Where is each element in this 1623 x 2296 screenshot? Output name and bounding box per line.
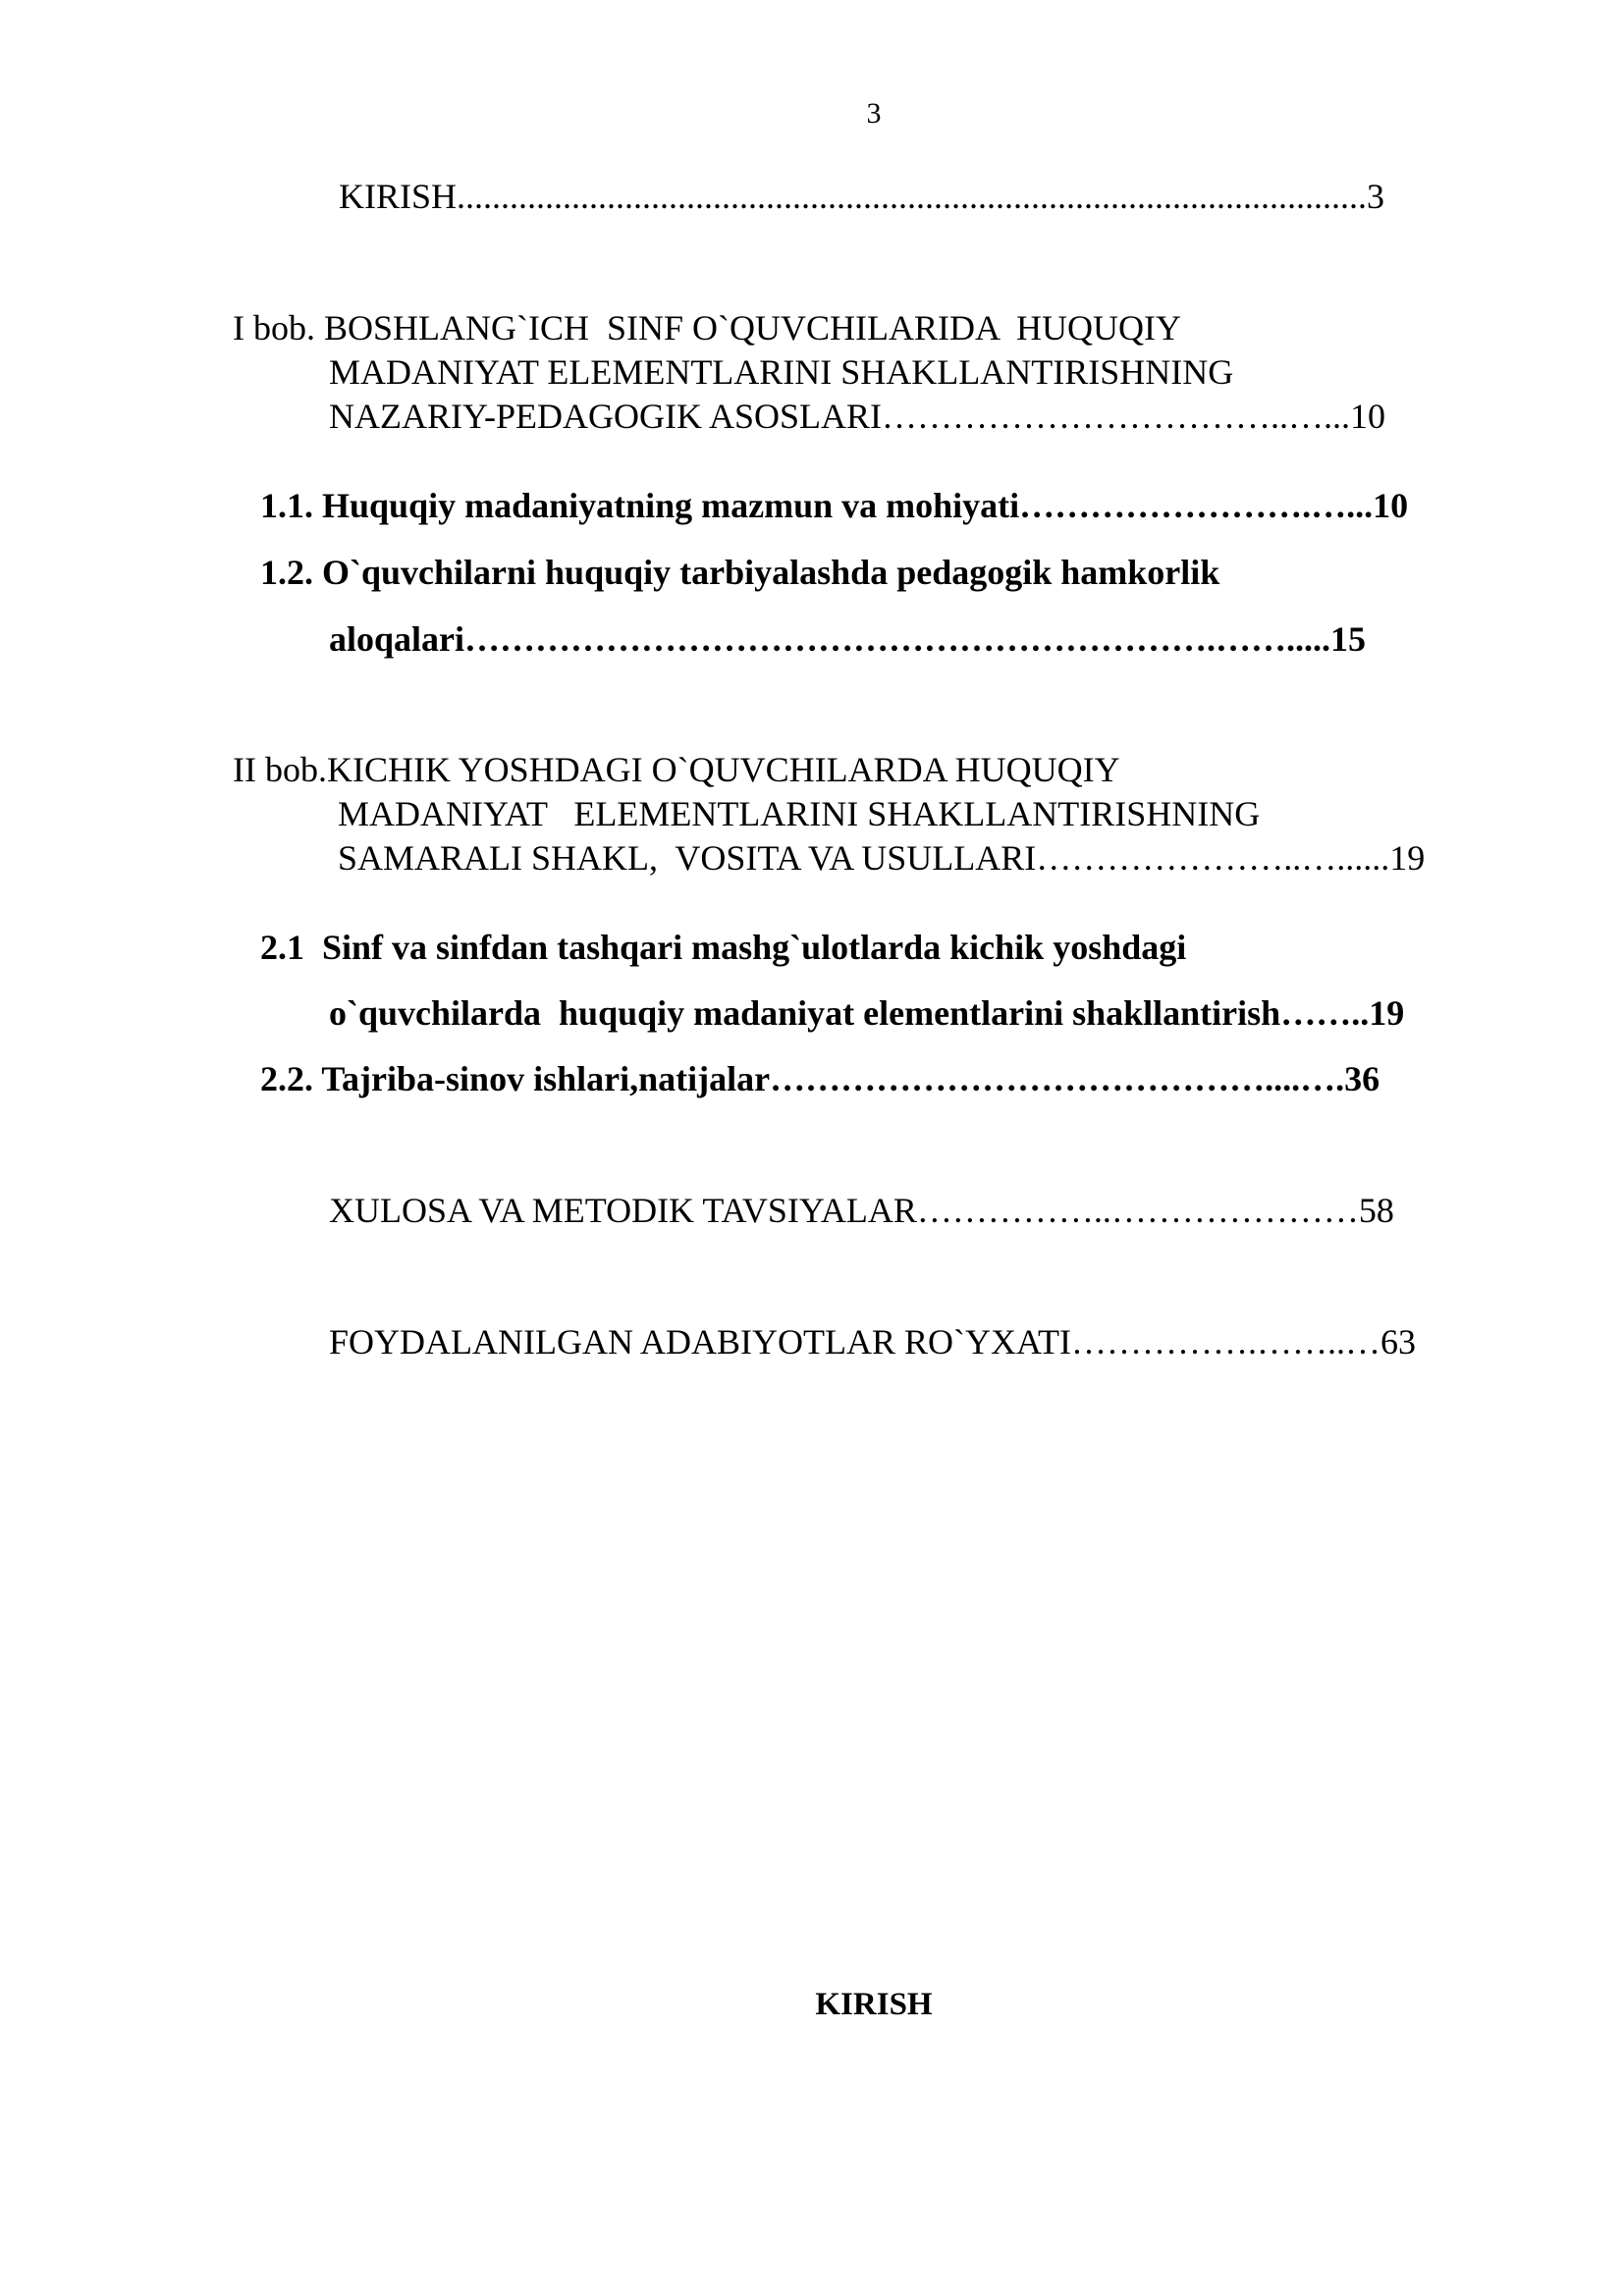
toc-chapter2-title-line2: MADANIYAT ELEMENTLARINI SHAKLLANTIRISHNING xyxy=(338,794,1261,833)
toc-chapter2-title-line1: II bob.KICHIK YOSHDAGI O`QUVCHILARDA HUQUQIY xyxy=(233,750,1120,789)
section-heading: KIRISH xyxy=(815,1987,933,2022)
toc-references: FOYDALANILGAN ADABIYOTLAR RO`YXATI…………….……..…63 xyxy=(329,1322,1416,1362)
page-number: 3 xyxy=(866,97,882,130)
toc-chapter1-title-line1: I bob. BOSHLANG`ICH SINF O`QUVCHILARIDA HUQUQIY xyxy=(233,308,1181,347)
toc-chapter1-title-line3: NAZARIY-PEDAGOGIK ASOSLARI……………………………..…...10 xyxy=(329,397,1386,436)
toc-chapter1-title-line2: MADANIYAT ELEMENTLARINI SHAKLLANTIRISHNING xyxy=(329,352,1234,392)
toc-section-1-2-line1: 1.2. O`quvchilarni huquqiy tarbiyalashda pedagogik hamkorlik xyxy=(260,553,1220,592)
toc-section-1-1: 1.1. Huquqiy madaniyatning mazmun va mohiyati…………………….…...10 xyxy=(260,486,1409,525)
toc-conclusion: XULOSA VA METODIK TAVSIYALAR……………..…………………58 xyxy=(329,1191,1394,1230)
toc-section-2-2: 2.2. Tajriba-sinov ishlari,natijalar……………………………………....….36 xyxy=(260,1059,1380,1098)
toc-section-1-2-line2: aloqalari……………………………………………………….…….....15 xyxy=(329,619,1367,659)
toc-section-2-1-line2: o`quvchilarda huquqiy madaniyat elementlarini shakllantirish……..19 xyxy=(329,993,1405,1033)
toc-chapter2-title-line3: SAMARALI SHAKL, VOSITA VA USULLARI…………………..…......19 xyxy=(338,838,1426,878)
toc-section-2-1-line1: 2.1 Sinf va sinfdan tashqari mashg`ulotlarda kichik yoshdagi xyxy=(260,928,1187,967)
toc-intro: KIRISH.......................................................................................................3 xyxy=(339,177,1385,216)
